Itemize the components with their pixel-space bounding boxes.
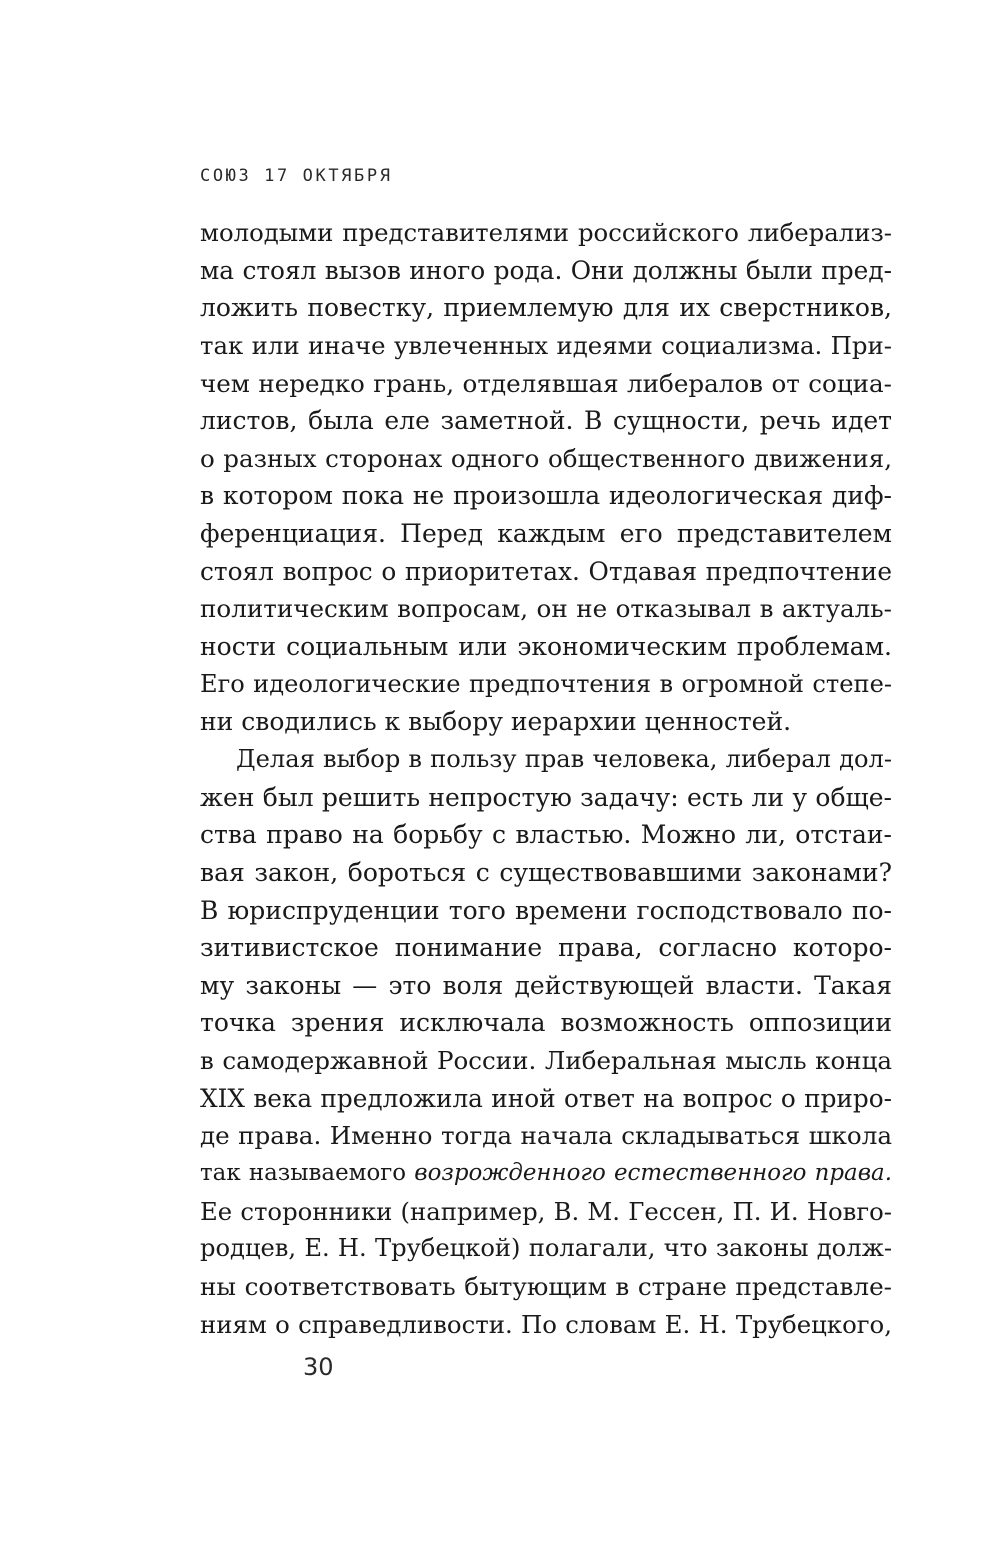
italic-term: возрожденного естественного права.: [414, 1160, 892, 1187]
text-line: ложить повестку, приемлемую для их сверстников,: [200, 293, 892, 323]
text-line: Ее сторонники (например, В. М. Гессен, П. И. Новго-: [200, 1196, 892, 1226]
text-line: политическим вопросам, он не отказывал в актуаль-: [200, 594, 892, 624]
text-line: В юриспруденции того времени господствовало по-: [200, 895, 892, 925]
text-line: чем нередко грань, отделявшая либералов от социа-: [200, 368, 892, 398]
text-line: ма стоял вызов иного рода. Они должны были пред-: [200, 255, 892, 285]
text-line: ни сводились к выбору иерархии ценностей.: [200, 707, 792, 737]
text-line: Делая выбор в пользу прав человека, либерал дол-: [236, 744, 892, 773]
running-head: СОЮЗ 17 ОКТЯБРЯ: [200, 166, 393, 186]
text-line: ны соответствовать бытующим в стране представле-: [200, 1271, 892, 1301]
body-text: [200, 214, 892, 1343]
text-line: ства право на борьбу с властью. Можно ли, отстаи-: [200, 820, 892, 850]
text-line: вая закон, бороться с существовавшими законами?: [200, 857, 892, 887]
text-line: му законы — это воля действующей власти. Такая: [200, 970, 892, 1000]
text-line: XIX века предложила иной ответ на вопрос о приро-: [200, 1083, 892, 1113]
text-line: жен был решить непростую задачу: есть ли у обще-: [200, 782, 892, 812]
text-line: молодыми представителями российского либерализ-: [200, 218, 892, 247]
text-line: так или иначе увлеченных идеями социализма. При-: [200, 330, 892, 360]
text-span: так называемого: [200, 1160, 415, 1187]
text-line: ности социальным или экономическим проблемам.: [200, 632, 892, 662]
text-line: листов, была еле заметной. В сущности, речь идет: [200, 406, 892, 436]
text-line: ниям о справедливости. По словам Е. Н. Трубецкого,: [200, 1309, 892, 1339]
text-line: де права. Именно тогда начала складываться школа: [200, 1121, 892, 1151]
text-line: в самодержавной России. Либеральная мысль конца: [200, 1046, 892, 1076]
text-line: родцев, Е. Н. Трубецкой) полагали, что законы долж-: [200, 1234, 892, 1263]
text-line: в котором пока не произошла идеологическая диф-: [200, 481, 892, 511]
text-line: Его идеологические предпочтения в огромной степе-: [200, 669, 892, 698]
text-line: ференциация. Перед каждым его представителем: [200, 519, 892, 549]
text-line: зитивистское понимание права, согласно которо-: [200, 933, 892, 963]
text-line: точка зрения исключала возможность оппозиции: [200, 1008, 892, 1038]
text-line: о разных сторонах одного общественного движения,: [200, 443, 892, 473]
page-number: 30: [303, 1353, 334, 1381]
text-line: стоял вопрос о приоритетах. Отдавая предпочтение: [200, 556, 892, 586]
text-line-with-italic: [200, 1155, 892, 1193]
